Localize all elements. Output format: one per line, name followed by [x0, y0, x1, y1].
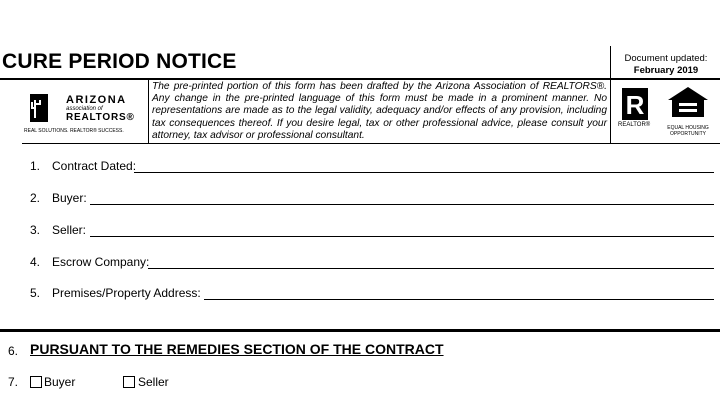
equal-housing-mark [660, 84, 716, 138]
field-number: 1. [30, 159, 41, 173]
logo-tagline: REAL SOLUTIONS. REALTOR® SUCCESS. [24, 128, 124, 134]
field-property-address [0, 286, 720, 304]
buyer-input-line[interactable] [90, 204, 714, 205]
field-contract-dated [0, 159, 720, 177]
document-updated [612, 53, 720, 77]
property-address-input-line[interactable] [204, 299, 714, 300]
equal-housing-house-icon [660, 84, 716, 120]
field-label: Premises/Property Address: [52, 286, 201, 300]
escrow-company-input-line[interactable] [148, 268, 714, 269]
section-6-number: 6. [8, 344, 19, 358]
seller-checkbox[interactable] [123, 376, 135, 388]
field-number: 4. [30, 255, 41, 269]
seller-checkbox-label: Seller [138, 375, 169, 389]
field-label: Buyer: [52, 191, 87, 205]
section-divider [0, 329, 720, 332]
header-divider-vertical [610, 46, 611, 144]
contract-dated-input-line[interactable] [134, 172, 714, 173]
disclaimer-text: The pre-printed portion of this form has been drafted by the Arizona Association of REALTORS®. Any change in the pre-printed language of this form must be made in a prominent manner. No representations are made as to the legal validity, adequacy and/or effects of any provision, including tax consequences thereof. If you desire legal, tax or other professional advice, please consult your attorney, tax advisor or professional consultant. [152, 81, 607, 141]
equal-housing-label: EQUAL HOUSING OPPORTUNITY [667, 125, 709, 137]
form-title: CURE PERIOD NOTICE [2, 50, 237, 73]
field-number: 2. [30, 191, 41, 205]
buyer-checkbox-label: Buyer [44, 375, 76, 389]
field-label: Contract Dated: [52, 159, 137, 173]
realtor-r-icon [616, 84, 656, 126]
field-seller [0, 223, 720, 241]
logo-line-1: ARIZONA [66, 94, 127, 106]
header-bottom-rule [22, 143, 720, 144]
field-buyer [0, 191, 720, 209]
seller-input-line[interactable] [90, 236, 714, 237]
field-number: 3. [30, 223, 41, 237]
field-escrow-company [0, 255, 720, 273]
field-label: Seller: [52, 223, 87, 237]
field-label: Escrow Company: [52, 255, 150, 269]
logo-line-3: REALTORS® [66, 112, 135, 123]
document-updated-date: February 2019 [633, 65, 699, 76]
section-7-number: 7. [8, 375, 19, 389]
realtor-mark-label: REALTOR® [618, 122, 651, 128]
section-6-title: PURSUANT TO THE REMEDIES SECTION OF THE CONTRACT [30, 341, 444, 357]
svg-text:R: R [625, 90, 645, 120]
buyer-checkbox[interactable] [30, 376, 42, 388]
field-number: 5. [30, 286, 41, 300]
logo-line-2: association of [66, 106, 103, 112]
document-updated-label: Document updated: [624, 53, 708, 64]
realtor-mark [616, 84, 656, 138]
arizona-realtors-logo [22, 80, 149, 143]
